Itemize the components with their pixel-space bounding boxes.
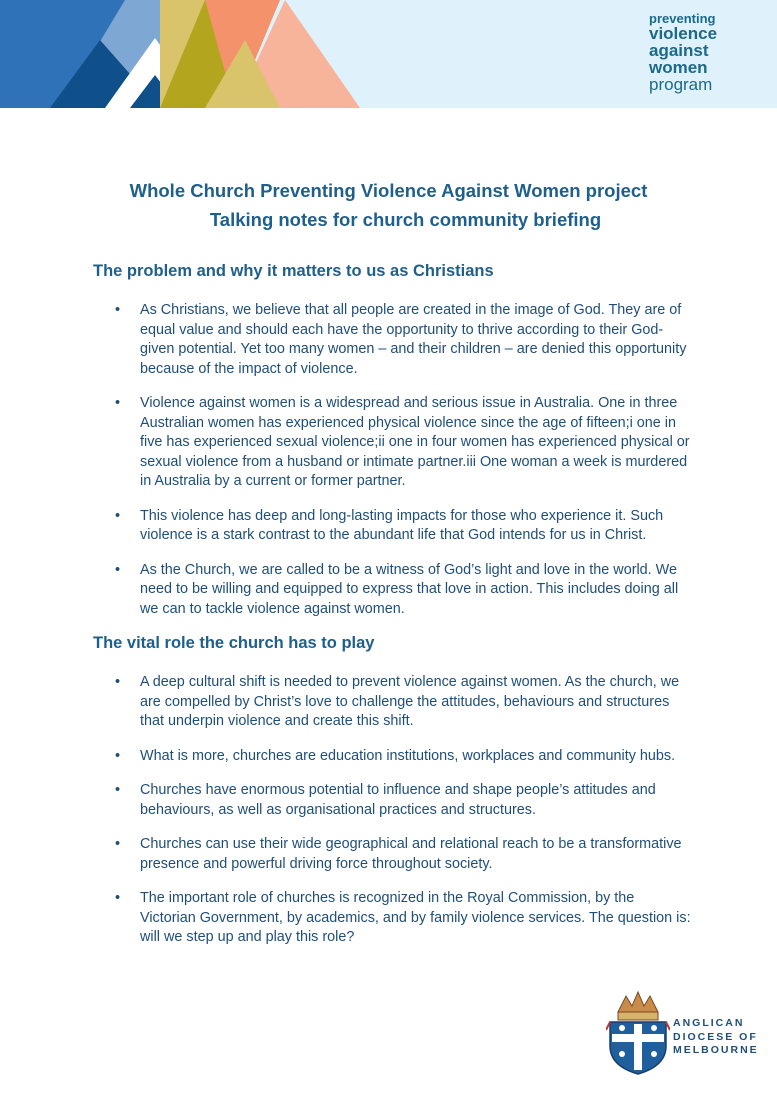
- document-body: [93, 262, 693, 963]
- logo-line: violence: [649, 24, 718, 43]
- list-item-text: A deep cultural shift is needed to prevent violence against women. As the church, we are compelled by Christ’s love to challenge the attitudes, behaviours and structures that underpin violence and create this shift.: [140, 674, 680, 729]
- list-item: [93, 507, 693, 546]
- program-logo: [649, 12, 749, 93]
- title-line-1: Whole Church Preventing Violence Against Women project: [129, 180, 648, 201]
- logo-line: program: [649, 75, 713, 94]
- list-item-text: Churches have enormous potential to influence and shape people’s attitudes and behaviours, as well as organisational practices and structures.: [140, 782, 656, 818]
- bullet-list-problem: [93, 301, 693, 619]
- diocese-name: [673, 1017, 759, 1058]
- bullet-icon: •: [115, 747, 121, 764]
- list-item-text: What is more, churches are education institutions, workplaces and community hubs.: [140, 747, 676, 764]
- bullet-icon: •: [115, 302, 121, 318]
- logo-line: preventing: [649, 11, 716, 26]
- list-item: [93, 747, 693, 767]
- section-heading-role: The vital role the church has to play: [93, 634, 375, 652]
- list-item-text: The important role of churches is recognized in the Royal Commission, by the Victorian Government, by academics, and by family violence services. The question is: will we step up and play this role?: [140, 890, 691, 945]
- bullet-icon: •: [115, 507, 121, 524]
- triangle-pattern: [0, 0, 400, 108]
- diocese-crest-icon: [606, 990, 670, 1076]
- section-heading-problem: The problem and why it matters to us as Christians: [93, 262, 494, 280]
- list-item: [93, 889, 693, 948]
- title-line-2: Talking notes for church community briefing: [209, 209, 602, 230]
- logo-line: against: [649, 41, 709, 60]
- logo-line: women: [649, 58, 708, 77]
- list-item: [93, 673, 693, 732]
- bullet-list-role: [93, 673, 693, 948]
- diocese-line: MELBOURNE: [673, 1044, 759, 1056]
- list-item: [93, 835, 693, 874]
- list-item: [93, 781, 693, 820]
- list-item-text: Churches can use their wide geographical and relational reach to be a transformative presence and powerful driving force throughout society.: [140, 836, 682, 872]
- diocese-line: ANGLICAN: [673, 1017, 745, 1029]
- bullet-icon: •: [115, 836, 121, 852]
- list-item: [93, 394, 693, 492]
- bullet-icon: •: [115, 674, 121, 690]
- bullet-icon: •: [115, 561, 121, 578]
- list-item-text: This violence has deep and long-lasting impacts for those who experience it. Such violence is a stark contrast to the abundant life that God intends for us in Christ.: [140, 507, 664, 543]
- list-item-text: As Christians, we believe that all people are created in the image of God. They are of equal value and should each have the opportunity to thrive according to their God-given potential. Yet too many women – and their children – are denied this opportunity because of the impact of violence.: [140, 302, 687, 377]
- header-banner: [0, 0, 777, 108]
- document-title: [0, 180, 777, 231]
- list-item: [93, 301, 693, 379]
- list-item-text: As the Church, we are called to be a witness of God’s light and love in the world. We need to be willing and equipped to express that love in action. This includes doing all we can to tackle violence against women.: [140, 561, 679, 617]
- diocese-line: DIOCESE OF: [673, 1030, 758, 1043]
- list-item: [93, 561, 693, 620]
- bullet-icon: •: [115, 395, 121, 411]
- bullet-icon: •: [115, 890, 121, 906]
- bullet-icon: •: [115, 782, 121, 798]
- list-item-text: Violence against women is a widespread and serious issue in Australia. One in three Australian women has experienced physical violence since the age of fifteen;i one in five has experienced sexual violence;ii one in four women has experienced physical or sexual violence from a husband or intimate partner.iii One woman a week is murdered in Australia by a current or former partner.: [140, 395, 690, 489]
